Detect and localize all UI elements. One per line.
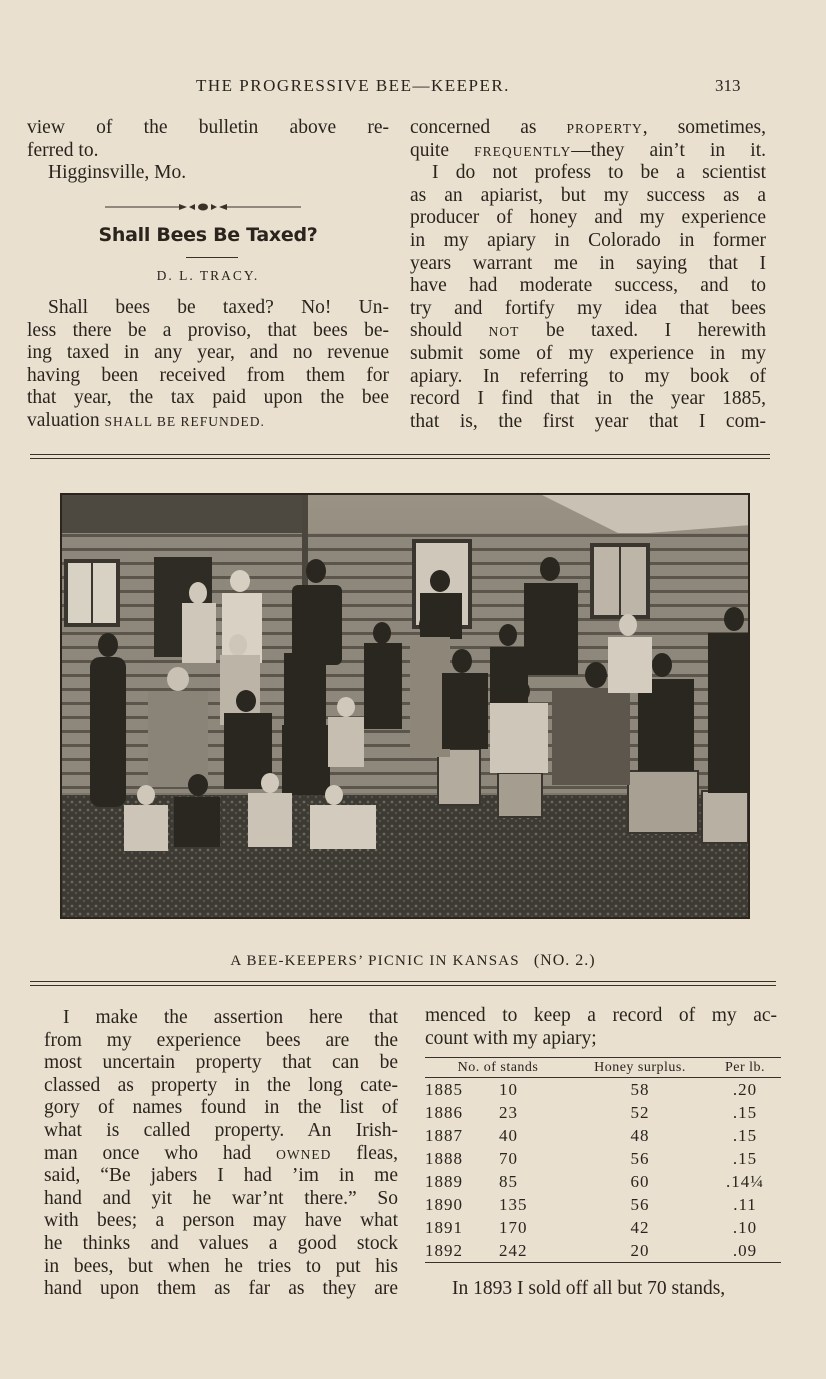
left-column-top xyxy=(27,117,389,185)
text-line: try and fortify my idea that bees xyxy=(410,297,766,319)
surplus-cell: 48 xyxy=(630,1126,650,1145)
photo-scene xyxy=(62,495,750,919)
price-cell: .11 xyxy=(733,1195,757,1214)
text-line: that year, the tax paid upon the bee xyxy=(27,387,389,409)
running-header xyxy=(0,76,826,100)
section-ornament xyxy=(105,200,301,214)
text-line: years warrant me in saying that I xyxy=(410,252,766,274)
article-title: Shall Bees Be Taxed? xyxy=(98,224,318,246)
price-cell: .09 xyxy=(732,1241,758,1260)
small-caps-span: PROPERTY xyxy=(566,121,643,136)
divider-rule xyxy=(30,981,776,982)
surplus-cell: 58 xyxy=(630,1080,650,1099)
group-photograph xyxy=(60,493,750,919)
col-header-per-lb: Per lb. xyxy=(724,1060,766,1075)
text-line: hand and yit he war’nt there.” So xyxy=(44,1187,398,1209)
price-cell: .15 xyxy=(732,1149,758,1168)
stands-cell: 70 xyxy=(499,1149,518,1168)
text-line: from my experience bees are the xyxy=(44,1029,398,1051)
table-header-row xyxy=(425,1058,781,1078)
text-line: ferred to. xyxy=(27,139,99,161)
table-row xyxy=(425,1170,781,1193)
text-line: record I find that in the year 1885, xyxy=(410,388,766,410)
price-cell: .14¼ xyxy=(726,1172,764,1191)
year-cell: 1885 xyxy=(425,1080,463,1099)
text-span: valuation xyxy=(27,409,105,431)
small-caps-span: OWNED xyxy=(276,1146,332,1162)
small-caps-span: NOT xyxy=(488,324,520,340)
year-cell: 1892 xyxy=(425,1241,463,1260)
table-row xyxy=(425,1147,781,1170)
text-line: ing taxed in any year, and no revenue xyxy=(27,342,389,364)
caption-number: (NO. 2.) xyxy=(533,952,596,969)
text-span: man once who had xyxy=(44,1142,277,1164)
stands-cell: 10 xyxy=(499,1080,518,1099)
text-line: as an apiarist, but my success as a xyxy=(410,184,766,206)
text-line: what is called property. An Irish- xyxy=(44,1119,398,1141)
divider-rule xyxy=(30,454,770,455)
text-span: be taxed. I herewith xyxy=(519,320,766,342)
article-paragraph-1 xyxy=(27,297,389,433)
text-line: In 1893 I sold off all but 70 stands, xyxy=(452,1278,726,1299)
surplus-cell: 60 xyxy=(630,1172,650,1191)
year-cell: 1886 xyxy=(425,1103,463,1122)
title-underline xyxy=(186,257,238,258)
surplus-cell: 20 xyxy=(630,1241,650,1260)
divider-rule xyxy=(30,985,776,986)
stands-cell: 40 xyxy=(499,1126,518,1145)
text-line: producer of honey and my experience xyxy=(410,207,766,229)
text-line: having been received from them for xyxy=(27,364,389,386)
article-byline: D. L. TRACY. xyxy=(156,268,260,283)
text-span: —they ain’t in it. xyxy=(571,139,766,161)
small-caps-span: SHALL BE REFUNDED. xyxy=(104,413,265,429)
surplus-cell: 56 xyxy=(630,1195,650,1214)
text-span: fleas, xyxy=(331,1142,399,1164)
year-cell: 1889 xyxy=(425,1172,463,1191)
signature-location: Higginsville, Mo. xyxy=(48,162,187,184)
year-cell: 1891 xyxy=(425,1218,463,1237)
text-line: most uncertain property that can be xyxy=(44,1052,398,1074)
text-line: Shall bees be taxed? No! Un- xyxy=(48,297,389,318)
text-line xyxy=(410,140,766,163)
text-line: I make the assertion here that xyxy=(63,1007,398,1028)
text-line: I do not profess to be a scientist xyxy=(432,162,766,184)
stands-cell: 135 xyxy=(499,1195,528,1214)
text-line: classed as property in the long cate- xyxy=(44,1074,398,1096)
right-column-bottom xyxy=(425,1005,777,1050)
photo-caption xyxy=(0,952,826,970)
text-line xyxy=(44,1143,398,1166)
surplus-cell: 56 xyxy=(630,1149,650,1168)
table-row xyxy=(425,1101,781,1124)
col-header-surplus: Honey surplus. xyxy=(594,1060,686,1075)
stands-cell: 85 xyxy=(499,1172,518,1191)
price-cell: .20 xyxy=(732,1080,758,1099)
caption-text: A BEE-KEEPERS’ PICNIC IN KANSAS xyxy=(230,953,520,969)
text-line xyxy=(410,117,766,140)
text-line: hand upon them as far as they are xyxy=(44,1278,398,1300)
right-column-top xyxy=(410,117,766,433)
journal-title: THE PROGRESSIVE BEE—KEEPER. xyxy=(196,76,510,95)
price-cell: .10 xyxy=(732,1218,758,1237)
divider-rule xyxy=(30,458,770,459)
table-row xyxy=(425,1124,781,1147)
text-line: he thinks and values a good stock xyxy=(44,1232,398,1254)
stands-cell: 170 xyxy=(499,1218,528,1237)
text-line: count with my apiary; xyxy=(425,1027,597,1049)
text-line: that is, the first year that I com- xyxy=(410,410,766,432)
year-cell: 1890 xyxy=(425,1195,463,1214)
text-line: submit some of my experience in my xyxy=(410,342,766,364)
col-header-stands: No. of stands xyxy=(457,1060,539,1075)
text-line: have had moderate success, and to xyxy=(410,275,766,297)
table-row xyxy=(425,1078,781,1102)
price-cell: .15 xyxy=(732,1103,758,1122)
year-cell: 1887 xyxy=(425,1126,463,1145)
table-row xyxy=(425,1239,781,1263)
table-row xyxy=(425,1193,781,1216)
text-line: gory of names found in the list of xyxy=(44,1097,398,1119)
text-line: in bees, but when he tries to put his xyxy=(44,1255,398,1277)
text-line: in my apiary in Colorado in former xyxy=(410,229,766,251)
text-line: with bees; a person may have what xyxy=(44,1210,398,1232)
surplus-cell: 42 xyxy=(630,1218,650,1237)
text-span: should xyxy=(410,320,489,342)
table-row xyxy=(425,1216,781,1239)
price-cell: .15 xyxy=(732,1126,758,1145)
text-line: said, “Be jabers I had ’im in me xyxy=(44,1165,398,1187)
surplus-cell: 52 xyxy=(630,1103,650,1122)
text-line: menced to keep a record of my ac- xyxy=(425,1005,777,1026)
page-number: 313 xyxy=(715,76,741,95)
apiary-record-table xyxy=(425,1057,781,1263)
text-line xyxy=(410,320,766,343)
year-cell: 1888 xyxy=(425,1149,463,1168)
text-span: , sometimes, xyxy=(642,117,766,138)
record-table xyxy=(425,1057,781,1263)
small-caps-span: FREQUENTLY xyxy=(474,143,572,159)
text-line: apiary. In referring to my book of xyxy=(410,365,766,387)
stands-cell: 23 xyxy=(499,1103,518,1122)
text-line: less there be a proviso, that bees be- xyxy=(27,319,389,341)
text-span: concerned as xyxy=(410,117,567,138)
text-span: quite xyxy=(410,139,475,161)
stands-cell: 242 xyxy=(499,1241,528,1260)
text-line xyxy=(27,410,389,433)
text-line: view of the bulletin above re- xyxy=(27,117,389,138)
left-column-bottom xyxy=(44,1007,398,1301)
